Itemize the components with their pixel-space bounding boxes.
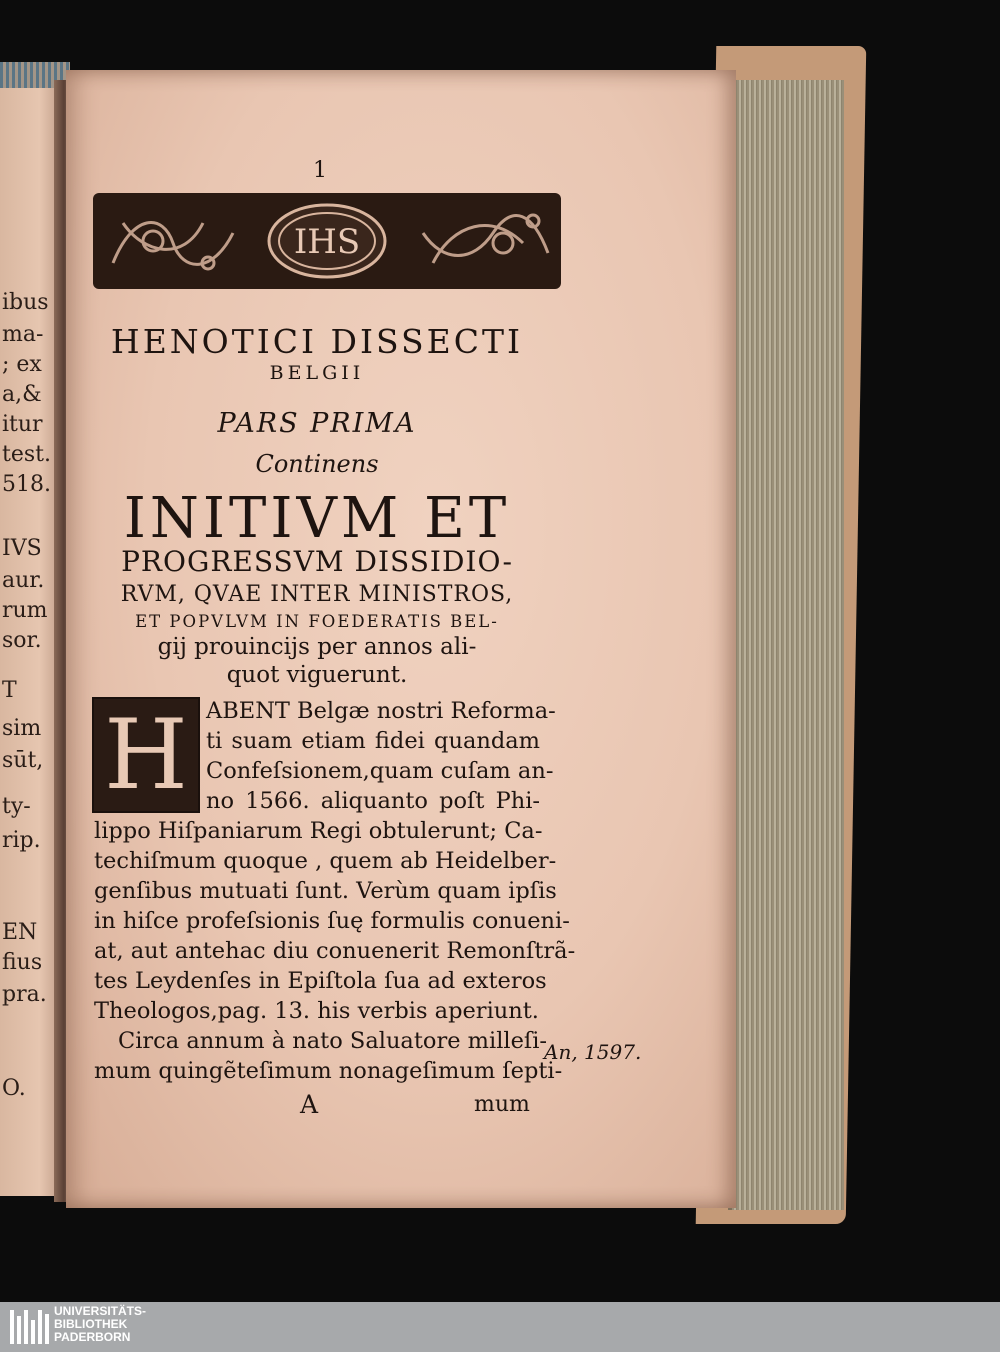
body-line: lippo Hiſpaniarum Regi obtulerunt; Ca- bbox=[94, 818, 543, 844]
body-line: ti suam etiam fidei quandam bbox=[206, 728, 540, 754]
title-line-1: HENOTICI DISSECTI bbox=[110, 322, 524, 361]
left-fragment: rip. bbox=[2, 828, 41, 853]
body-line: Confeſsionem,quam cuſam an- bbox=[206, 758, 554, 784]
left-fragment: aur. bbox=[2, 568, 45, 593]
ornament-monogram: IHS bbox=[293, 222, 361, 262]
left-fragment: ; ex bbox=[2, 352, 42, 377]
left-fragment: IVS bbox=[2, 536, 42, 561]
body-line: at, aut antehac diu conuenerit Remonſtrã- bbox=[94, 938, 576, 964]
gij-line: gij prouincijs per annos ali- bbox=[157, 634, 477, 660]
logo-line-2: BIBLIOTHEK bbox=[54, 1317, 128, 1331]
left-fragment: T bbox=[2, 678, 17, 703]
body-line: Theologos,pag. 13. his verbis aperiunt. bbox=[94, 998, 539, 1024]
footer-bar bbox=[0, 1302, 1000, 1352]
continens-label: Continens bbox=[255, 450, 379, 478]
left-fragment: fius bbox=[2, 950, 43, 975]
left-fragment: ma- bbox=[2, 322, 44, 347]
quot-line: quot viguerunt. bbox=[226, 662, 408, 688]
left-fragment: 518. bbox=[2, 472, 51, 497]
left-fragment: O. bbox=[2, 1076, 26, 1101]
rvm-line: RVM, QVAE INTER MINISTROS, bbox=[120, 582, 514, 607]
logo-line-3: PADERBORN bbox=[54, 1330, 131, 1344]
body-line: genſibus mutuati ſunt. Verùm quam ipſis bbox=[94, 878, 557, 904]
initium-heading: INITIVM ET bbox=[123, 486, 511, 551]
margin-note: An, 1597. bbox=[544, 1040, 642, 1064]
page-number: 1 bbox=[313, 158, 327, 183]
left-fragment: sim bbox=[2, 716, 42, 741]
body-line: Circa annum à nato Saluatore milleſi- bbox=[118, 1028, 548, 1054]
signature-mark: A bbox=[300, 1090, 319, 1119]
catchword: mum bbox=[474, 1092, 530, 1117]
left-fragment: ty- bbox=[2, 794, 31, 819]
decorated-initial bbox=[92, 697, 200, 813]
left-fragment: test. bbox=[2, 442, 51, 467]
library-logo-icon bbox=[10, 1310, 50, 1344]
body-line: no 1566. aliquanto poſt Phi- bbox=[206, 788, 540, 814]
page-edges bbox=[728, 80, 844, 1210]
body-line: techiſmum quoque , quem ab Heidelber- bbox=[94, 848, 557, 874]
body-line: mum quingẽteſimum nonageſimum ſepti- bbox=[94, 1058, 563, 1084]
left-fragment: ibus bbox=[2, 290, 49, 315]
populum-line: ET POPVLVM IN FOEDERATIS BEL- bbox=[135, 612, 499, 631]
logo-line-1: UNIVERSITÄTS- bbox=[54, 1304, 147, 1318]
body-line-first: ABENT Belgæ nostri Reforma- bbox=[206, 698, 556, 724]
left-fragment: pra. bbox=[2, 982, 47, 1007]
title-line-2: BELGII bbox=[269, 362, 365, 384]
left-fragment: itur bbox=[2, 412, 43, 437]
left-fragment: sor. bbox=[2, 628, 42, 653]
library-logo-text bbox=[54, 1305, 146, 1344]
pars-heading: PARS PRIMA bbox=[217, 408, 417, 439]
left-fragment: EN bbox=[2, 920, 38, 945]
body-line: tes Leydenſes in Epiſtola ſua ad exteros bbox=[94, 968, 547, 994]
woodcut-ornament bbox=[93, 193, 561, 289]
left-fragment: sūt, bbox=[2, 748, 44, 773]
left-fragment: rum bbox=[2, 598, 48, 623]
progressum-line: PROGRESSVM DISSIDIO- bbox=[121, 545, 513, 578]
initial-letter: H bbox=[104, 699, 188, 811]
body-line: in hiſce profeſsionis ſuę formulis conueni- bbox=[94, 908, 570, 934]
left-fragment: a,& bbox=[2, 382, 42, 407]
